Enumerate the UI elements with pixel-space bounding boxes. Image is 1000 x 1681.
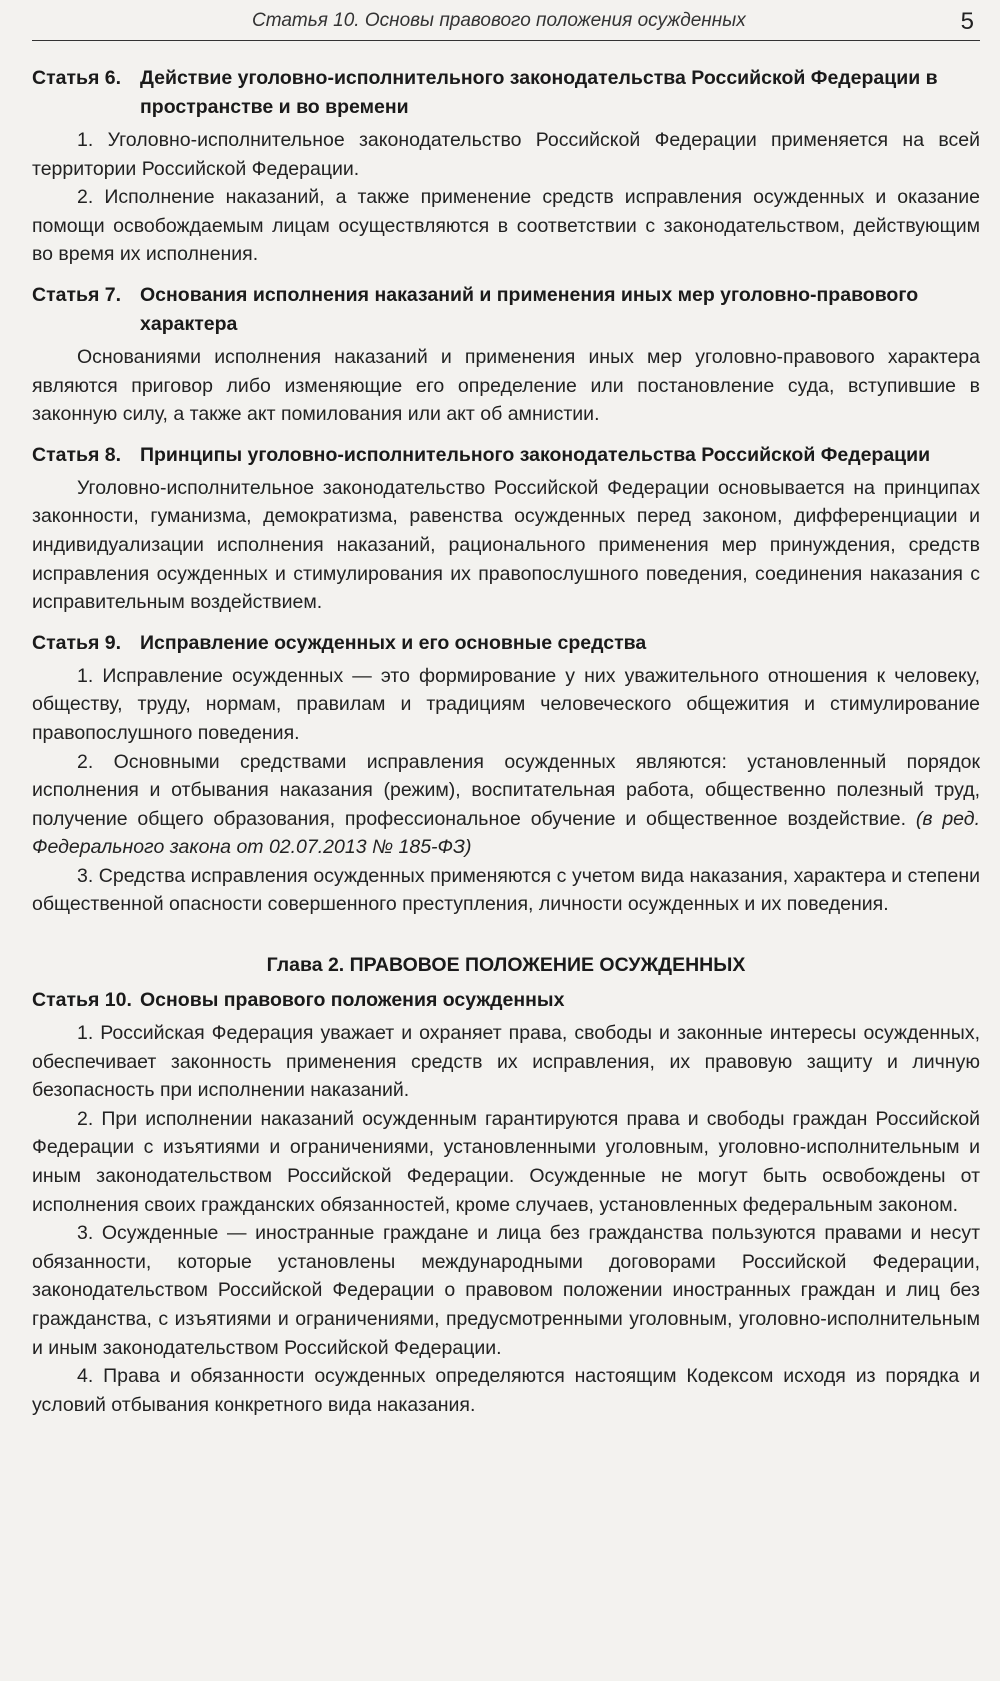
paragraph: 3. Средства исправления осужденных применяются с учетом вида наказания, характера и степени общественной опасности совершенного преступления, личности осужденных и их поведения.: [32, 864, 980, 916]
article-number: Статья 9.: [32, 631, 122, 654]
paragraph: 3. Осужденные — иностранные граждане и лица без гражданства пользуются правами и несут обязанности, которые установлены международными договорами Российской Федерации, законодательством Российской Федерации о правовом положении иностранных граждан и лиц без гражданства, с изъятиями и ограничениями, предусмотренными уголовным, уголовно-исполнительным и иным законодательством Российской Федерации.: [32, 1222, 980, 1359]
chapter-heading: Глава 2. ПРАВОВОЕ ПОЛОЖЕНИЕ ОСУЖДЕННЫХ: [266, 954, 746, 977]
paragraph-text: 2. Основными средствами исправления осужденных являются: установленный порядок исполнения и отбывания наказания (режим), воспитательная работа, общественно полезный труд, получение общего образования, профессиональное обучение и общественное воздействие.: [32, 750, 980, 830]
article-heading: [32, 64, 980, 122]
article-title: Принципы уголовно-исполнительного законодательства Российской Федерации: [140, 443, 931, 466]
article-10: [32, 986, 980, 1419]
article-8: [32, 441, 980, 617]
article-number: Статья 7.: [32, 283, 122, 306]
article-7: [32, 281, 980, 429]
article-title: Действие уголовно-исполнительного законодательства Российской Федерации в пространстве и во времени: [140, 67, 938, 118]
article-title: Исправление осужденных и его основные средства: [140, 631, 647, 654]
article-title: Основания исполнения наказаний и применения иных мер уголовно-правового характера: [140, 283, 919, 335]
paragraph: Уголовно-исполнительное законодательство Российской Федерации основывается на принципах законности, гуманизма, демократизма, равенства осужденных перед законом, дифференциации и индивидуализации исполнения наказаний, рационального применения мер принуждения, средств исправления осужденных и стимулирования их правопослушного поведения, соединения наказания с исправительным воздействием.: [32, 476, 980, 614]
article-heading: [32, 629, 980, 658]
amendment-note: (в ред. Федерального закона от 02.07.2013 № 185-ФЗ): [32, 807, 980, 859]
article-title: Основы правового положения осужденных: [140, 989, 565, 1012]
article-number: Статья 6.: [32, 67, 122, 89]
running-header: [32, 6, 980, 41]
paragraph: Основаниями исполнения наказаний и применения иных мер уголовно-правового характера являются приговор либо изменяющие его определение или постановление суда, вступившие в законную силу, а также акт помилования или акт об амнистии.: [32, 345, 980, 426]
article-heading: [32, 441, 980, 470]
paragraph: 1. Российская Федерация уважает и охраняет права, свободы и законные интересы осужденных, обеспечивает законность применения средств их исправления, их правовую защиту и личную безопасность при исполнении наказаний.: [32, 1022, 980, 1102]
paragraph: [32, 748, 980, 862]
running-title: Статья 10. Основы правового положения осужденных: [252, 10, 746, 31]
article-number: Статья 10.: [32, 989, 132, 1012]
paragraph: 2. При исполнении наказаний осужденным гарантируются права и свободы граждан Российской Федерации с изъятиями и ограничениями, установленными уголовным, уголовно-исполнительным и иным законодательством Российской Федерации. Осужденные не могут быть освобождены от исполнения своих гражданских обязанностей, кроме случаев, установленных федеральным законом.: [32, 1107, 980, 1216]
article-number: Статья 8.: [32, 443, 122, 466]
paragraph: 1. Исправление осужденных — это формирование у них уважительного отношения к человеку, обществу, труду, нормам, правилам и традициям человеческого общежития и стимулирование правопослушного поведения.: [32, 664, 980, 744]
document-page: [32, 0, 980, 1681]
page-content: [32, 64, 980, 1431]
article-9: [32, 629, 980, 919]
article-heading: [32, 281, 980, 339]
article-6: [32, 64, 980, 269]
page-number: 5: [960, 8, 974, 35]
paragraph: 2. Исполнение наказаний, а также применение средств исправления осужденных и оказание помощи освобождаемым лицам осуществляются в соответствии с законодательством, действующим во время их исполнения.: [32, 186, 980, 266]
article-heading: [32, 986, 980, 1015]
paragraph: 4. Права и обязанности осужденных определяются настоящим Кодексом исходя из порядка и условий отбывания конкретного вида наказания.: [32, 1365, 980, 1416]
paragraph: 1. Уголовно-исполнительное законодательство Российской Федерации применяется на всей территории Российской Федерации.: [32, 129, 980, 180]
